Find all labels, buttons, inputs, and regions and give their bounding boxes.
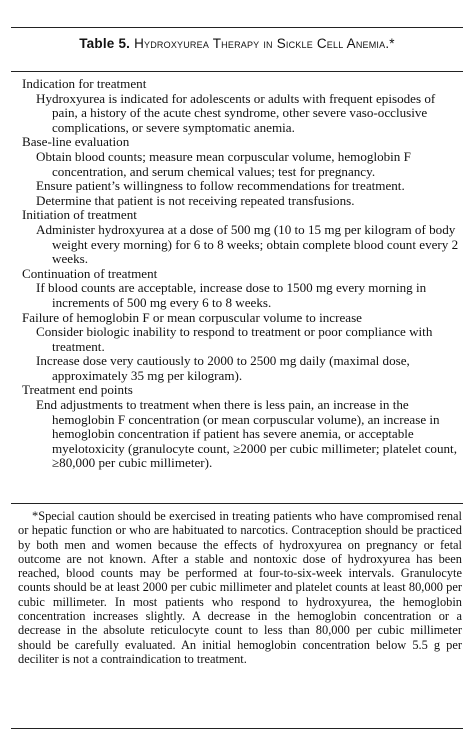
table-label: Table 5.	[79, 36, 131, 51]
section-continuation	[22, 267, 462, 311]
section-item: End adjustments to treatment when there is less pain, an increase in the hemoglobin F concentration (or mean corpuscular volume), an increase in hemoglobin concentration if patient has severe anemia, or acceptable myelotoxicity (granulocyte count, ≥2000 per cubic millimeter; platelet count, ≥80,000 per cubic millimeter).	[36, 397, 457, 471]
table-name: Hydroxyurea Therapy in Sickle Cell Anemia.*	[134, 36, 395, 51]
section-indication	[22, 77, 462, 135]
section-initiation	[22, 208, 462, 266]
section-title: Initiation of treatment	[22, 207, 137, 223]
footnote: *Special caution should be exercised in treating patients who have compromised renal or hepatic function or who are habituated to narcotics. Contraception should be practiced by both men and women because the effects of hydroxyurea on pregnancy or fetal outcome are not known. After a stable and nontoxic dose of hydroxyurea has been reached, blood counts may be performed at four-to-six-week intervals. Granulocyte counts should be at least 2000 per cubic millimeter and platelet counts at least 80,000 per cubic millimeter. In most patients who respond to hydroxyurea, the hemoglobin concentration increases slightly. A decrease in the hemoglobin concentration or a decrease in the absolute reticulocyte count to less than 80,000 per cubic millimeter should be carefully evaluated. An initial hemoglobin concentration below 5.5 g per deciliter is not a contraindication to treatment.	[18, 509, 462, 666]
table-title	[11, 36, 463, 51]
section-failure	[22, 311, 462, 384]
section-item: Ensure patient’s willingness to follow recommendations for treatment.	[36, 178, 405, 194]
section-title: Base-line evaluation	[22, 134, 130, 150]
title-rule	[11, 71, 463, 72]
section-title: Continuation of treatment	[22, 265, 158, 281]
top-rule	[11, 27, 463, 28]
section-baseline	[22, 135, 462, 208]
bottom-rule	[11, 728, 463, 729]
section-item: Determine that patient is not receiving repeated transfusions.	[36, 192, 355, 208]
section-item: If blood counts are acceptable, increase dose to 1500 mg every morning in increments of 500 mg every 6 to 8 weeks.	[36, 280, 427, 310]
footnote-rule	[11, 503, 463, 504]
section-item: Administer hydroxyurea at a dose of 500 mg (10 to 15 mg per kilogram of body weight every morning) for 6 to 8 weeks; obtain complete blood count every 2 weeks.	[36, 221, 459, 267]
section-title: Failure of hemoglobin F or mean corpuscular volume to increase	[22, 309, 362, 325]
section-item: Consider biologic inability to respond to treatment or poor compliance with treatment.	[36, 324, 433, 354]
section-item: Increase dose very cautiously to 2000 to 2500 mg daily (maximal dose, approximately 35 mg per kilogram).	[36, 353, 410, 383]
section-end-points	[22, 383, 462, 471]
section-title: Treatment end points	[22, 382, 133, 398]
table-body	[22, 77, 462, 471]
section-item: Obtain blood counts; measure mean corpuscular volume, hemoglobin F concentration, and serum chemical values; test for pregnancy.	[36, 148, 411, 179]
section-title: Indication for treatment	[22, 76, 147, 91]
section-item: Hydroxyurea is indicated for adolescents or adults with frequent episodes of pain, a history of the acute chest syndrome, other severe vaso-occlusive complications, or severe symptomatic anemia.	[36, 90, 436, 135]
